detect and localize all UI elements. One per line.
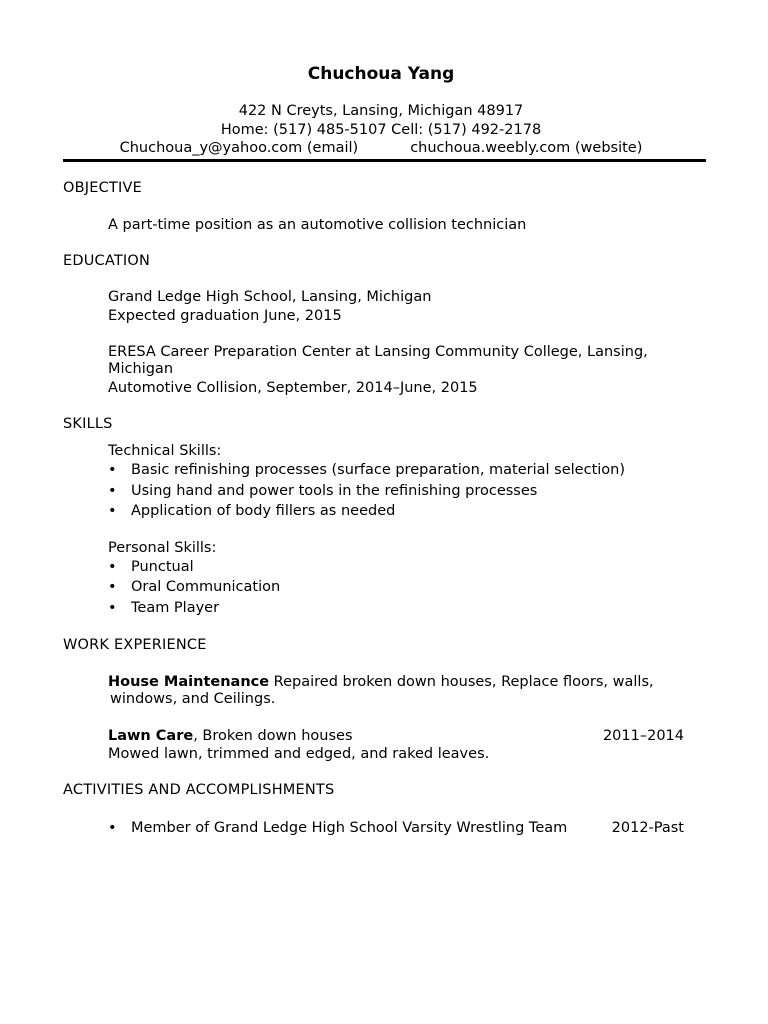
technical-skills-label: Technical Skills: (108, 443, 222, 459)
job2-description: Mowed lawn, trimmed and edged, and raked leaves. (108, 746, 490, 762)
website-text: chuchoua.weebly.com (website) (410, 140, 643, 156)
job2-line1 (108, 728, 353, 744)
technical-skill-item: Using hand and power tools in the refinishing processes (131, 483, 538, 499)
email-website-line (0, 140, 762, 156)
job2-title: Lawn Care (108, 728, 194, 744)
resume-name: Chuchoua Yang (307, 64, 455, 84)
bullet-icon: • (108, 503, 117, 519)
activity-item: Member of Grand Ledge High School Varsity Wrestling Team (131, 820, 568, 836)
education-school1-line1: Grand Ledge High School, Lansing, Michigan (108, 289, 432, 305)
activity-dates: 2012-Past (611, 820, 684, 836)
personal-skills-label: Personal Skills: (108, 540, 217, 556)
header-divider (63, 159, 706, 162)
job1-description: Repaired broken down houses, Replace floors, walls, (269, 674, 654, 690)
personal-skill-item: Team Player (131, 600, 220, 616)
skills-heading: SKILLS (63, 416, 113, 432)
objective-text: A part-time position as an automotive collision technician (108, 217, 527, 233)
education-school2-line2: Automotive Collision, September, 2014–June, 2015 (108, 380, 478, 396)
job1-title: House Maintenance (108, 674, 270, 690)
bullet-icon: • (108, 579, 117, 595)
activities-heading: ACTIVITIES AND ACCOMPLISHMENTS (63, 782, 335, 798)
education-school2-line1: ERESA Career Preparation Center at Lansing Community College, Lansing, (108, 344, 648, 360)
technical-skill-item: Basic refinishing processes (surface preparation, material selection) (131, 462, 626, 478)
phone-line: Home: (517) 485-5107 Cell: (517) 492-2178 (220, 122, 542, 138)
personal-skill-item: Punctual (131, 559, 194, 575)
technical-skill-item: Application of body fillers as needed (131, 503, 396, 519)
work-experience-heading: WORK EXPERIENCE (63, 637, 207, 653)
bullet-icon: • (108, 820, 117, 836)
bullet-icon: • (108, 600, 117, 616)
bullet-icon: • (108, 483, 117, 499)
job1-description-cont: windows, and Ceilings. (110, 691, 276, 707)
job1-line1 (108, 674, 654, 690)
personal-skill-item: Oral Communication (131, 579, 281, 595)
job2-subtitle: , Broken down houses (193, 728, 353, 744)
job2-dates: 2011–2014 (602, 728, 684, 744)
email-text: Chuchoua_y@yahoo.com (email) (119, 140, 359, 156)
education-school1-line2: Expected graduation June, 2015 (108, 308, 342, 324)
objective-heading: OBJECTIVE (63, 180, 142, 196)
bullet-icon: • (108, 559, 117, 575)
address-line: 422 N Creyts, Lansing, Michigan 48917 (238, 103, 524, 119)
education-heading: EDUCATION (63, 253, 151, 269)
bullet-icon: • (108, 462, 117, 478)
education-school2-line1b: Michigan (108, 361, 174, 377)
